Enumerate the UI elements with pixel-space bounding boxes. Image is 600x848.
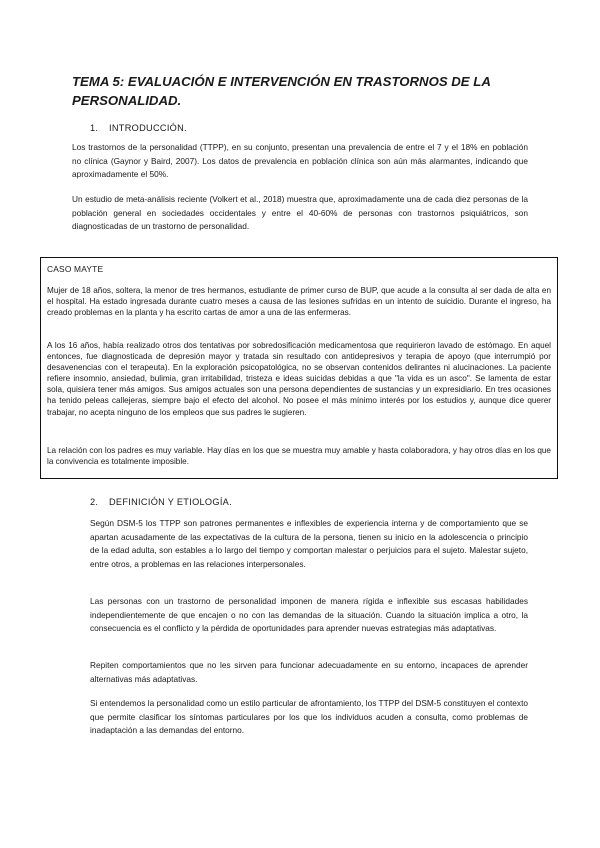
case-paragraph-3: La relación con los padres es muy variable. Hay días en los que se muestra muy amable y hasta colaboradora, y hay otros días en los que la convivencia es totalmente imposible. (47, 446, 551, 467)
section-2-number: 2. (90, 497, 99, 507)
case-paragraph-2: A los 16 años, había realizado otros dos tentativas por sobredosificación medicamentosa que requirieron lavado de estómago. En aquel entonces, fue diagnosticada de depresión mayor y tratada sin resultado con antidepresivos y terapia de apoyo (que interrumpió por desavenencias con el terapeuta). En la exploración psicopatológica, no se observan contenidos delirantes ni alucinaciones. La paciente refiere insomnio, ansiedad, bulimia, gran irritabilidad, tristeza e ideas suicidas debidas a que "la vida es un asco". Se lamenta de estar sola, quisiera tener más amigos. Sus amigos actuales son una persona dependientes de sustancias y un expresidiario. En tres ocasiones ha tenido peleas callejeras, siempre bajo el efecto del alcohol. No posee el más mínimo interés por los estudios y, aunque dice querer trabajar, no acepta ninguno de los empleos que sus padres le sugieren. (47, 341, 551, 417)
definition-paragraph-3: Repiten comportamientos que no les sirven para funcionar adecuadamente en su entorno, incapaces de aprender alternativas más adaptativas. (90, 660, 528, 684)
section-1-heading (90, 123, 187, 133)
section-2-heading (90, 497, 232, 507)
case-paragraph-1: Mujer de 18 años, soltera, la menor de tres hermanos, estudiante de primer curso de BUP, que acude a la consulta al ser dada de alta en el hospital. Ha estado ingresada durante cuatro meses a causa de las lesiones sufridas en un intento de suicidio. Durante el ingreso, ha creado problemas en la planta y ha escrito cartas de amor a una de las enfermeras. (47, 286, 551, 318)
definition-paragraph-4: Si entendemos la personalidad como un estilo particular de afrontamiento, los TTPP del DSM-5 constituyen el contexto que permite clasificar los síntomas particulares por los que los individuos acuden a consulta, como problemas de inadaptación a las demandas del entorno. (90, 698, 528, 736)
case-box (40, 257, 558, 479)
intro-paragraph-2: Un estudio de meta-análisis reciente (Volkert et al., 2018) muestra que, aproximadamente una de cada diez personas de la población general en sociedades occidentales y entre el 40-60% de personas con trastornos psiquiátricos, son diagnosticadas de un trastorno de personalidad. (72, 194, 528, 232)
document-title: TEMA 5: EVALUACIÓN E INTERVENCIÓN EN TRASTORNOS DE LA PERSONALIDAD. (72, 74, 491, 108)
case-box-title: CASO MAYTE (47, 264, 104, 274)
section-1-title: INTRODUCCIÓN. (109, 123, 187, 133)
definition-paragraph-1: Según DSM-5 los TTPP son patrones permanentes e inflexibles de experiencia interna y de comportamiento que se apartan acusadamente de las expectativas de la cultura de la persona, tienen su inicio en la adolescencia o principio de la edad adulta, son estables a lo largo del tiempo y comportan malestar o perjuicios para el sujeto. Malestar sujeto, entre otros, a problemas en las relaciones interpersonales. (90, 518, 528, 569)
intro-paragraph-1: Los trastornos de la personalidad (TTPP), en su conjunto, presentan una prevalencia de entre el 7 y el 18% en población no clínica (Gaynor y Baird, 2007). Los datos de prevalencia en población clínica son aún más alarmantes, indicando que aproximadamente el 50%. (72, 142, 528, 180)
definition-paragraph-2: Las personas con un trastorno de personalidad imponen de manera rígida e inflexible sus escasas habilidades independientemente de que encajen o no con las demandas de la situación. Cuando la situación implica a otro, la consecuencia es el conflicto y la pérdida de oportunidades para aprender nuevas estrategias más adaptativas. (90, 596, 528, 634)
section-2-title: DEFINICIÓN Y ETIOLOGÍA. (109, 497, 232, 507)
section-1-number: 1. (90, 123, 99, 133)
